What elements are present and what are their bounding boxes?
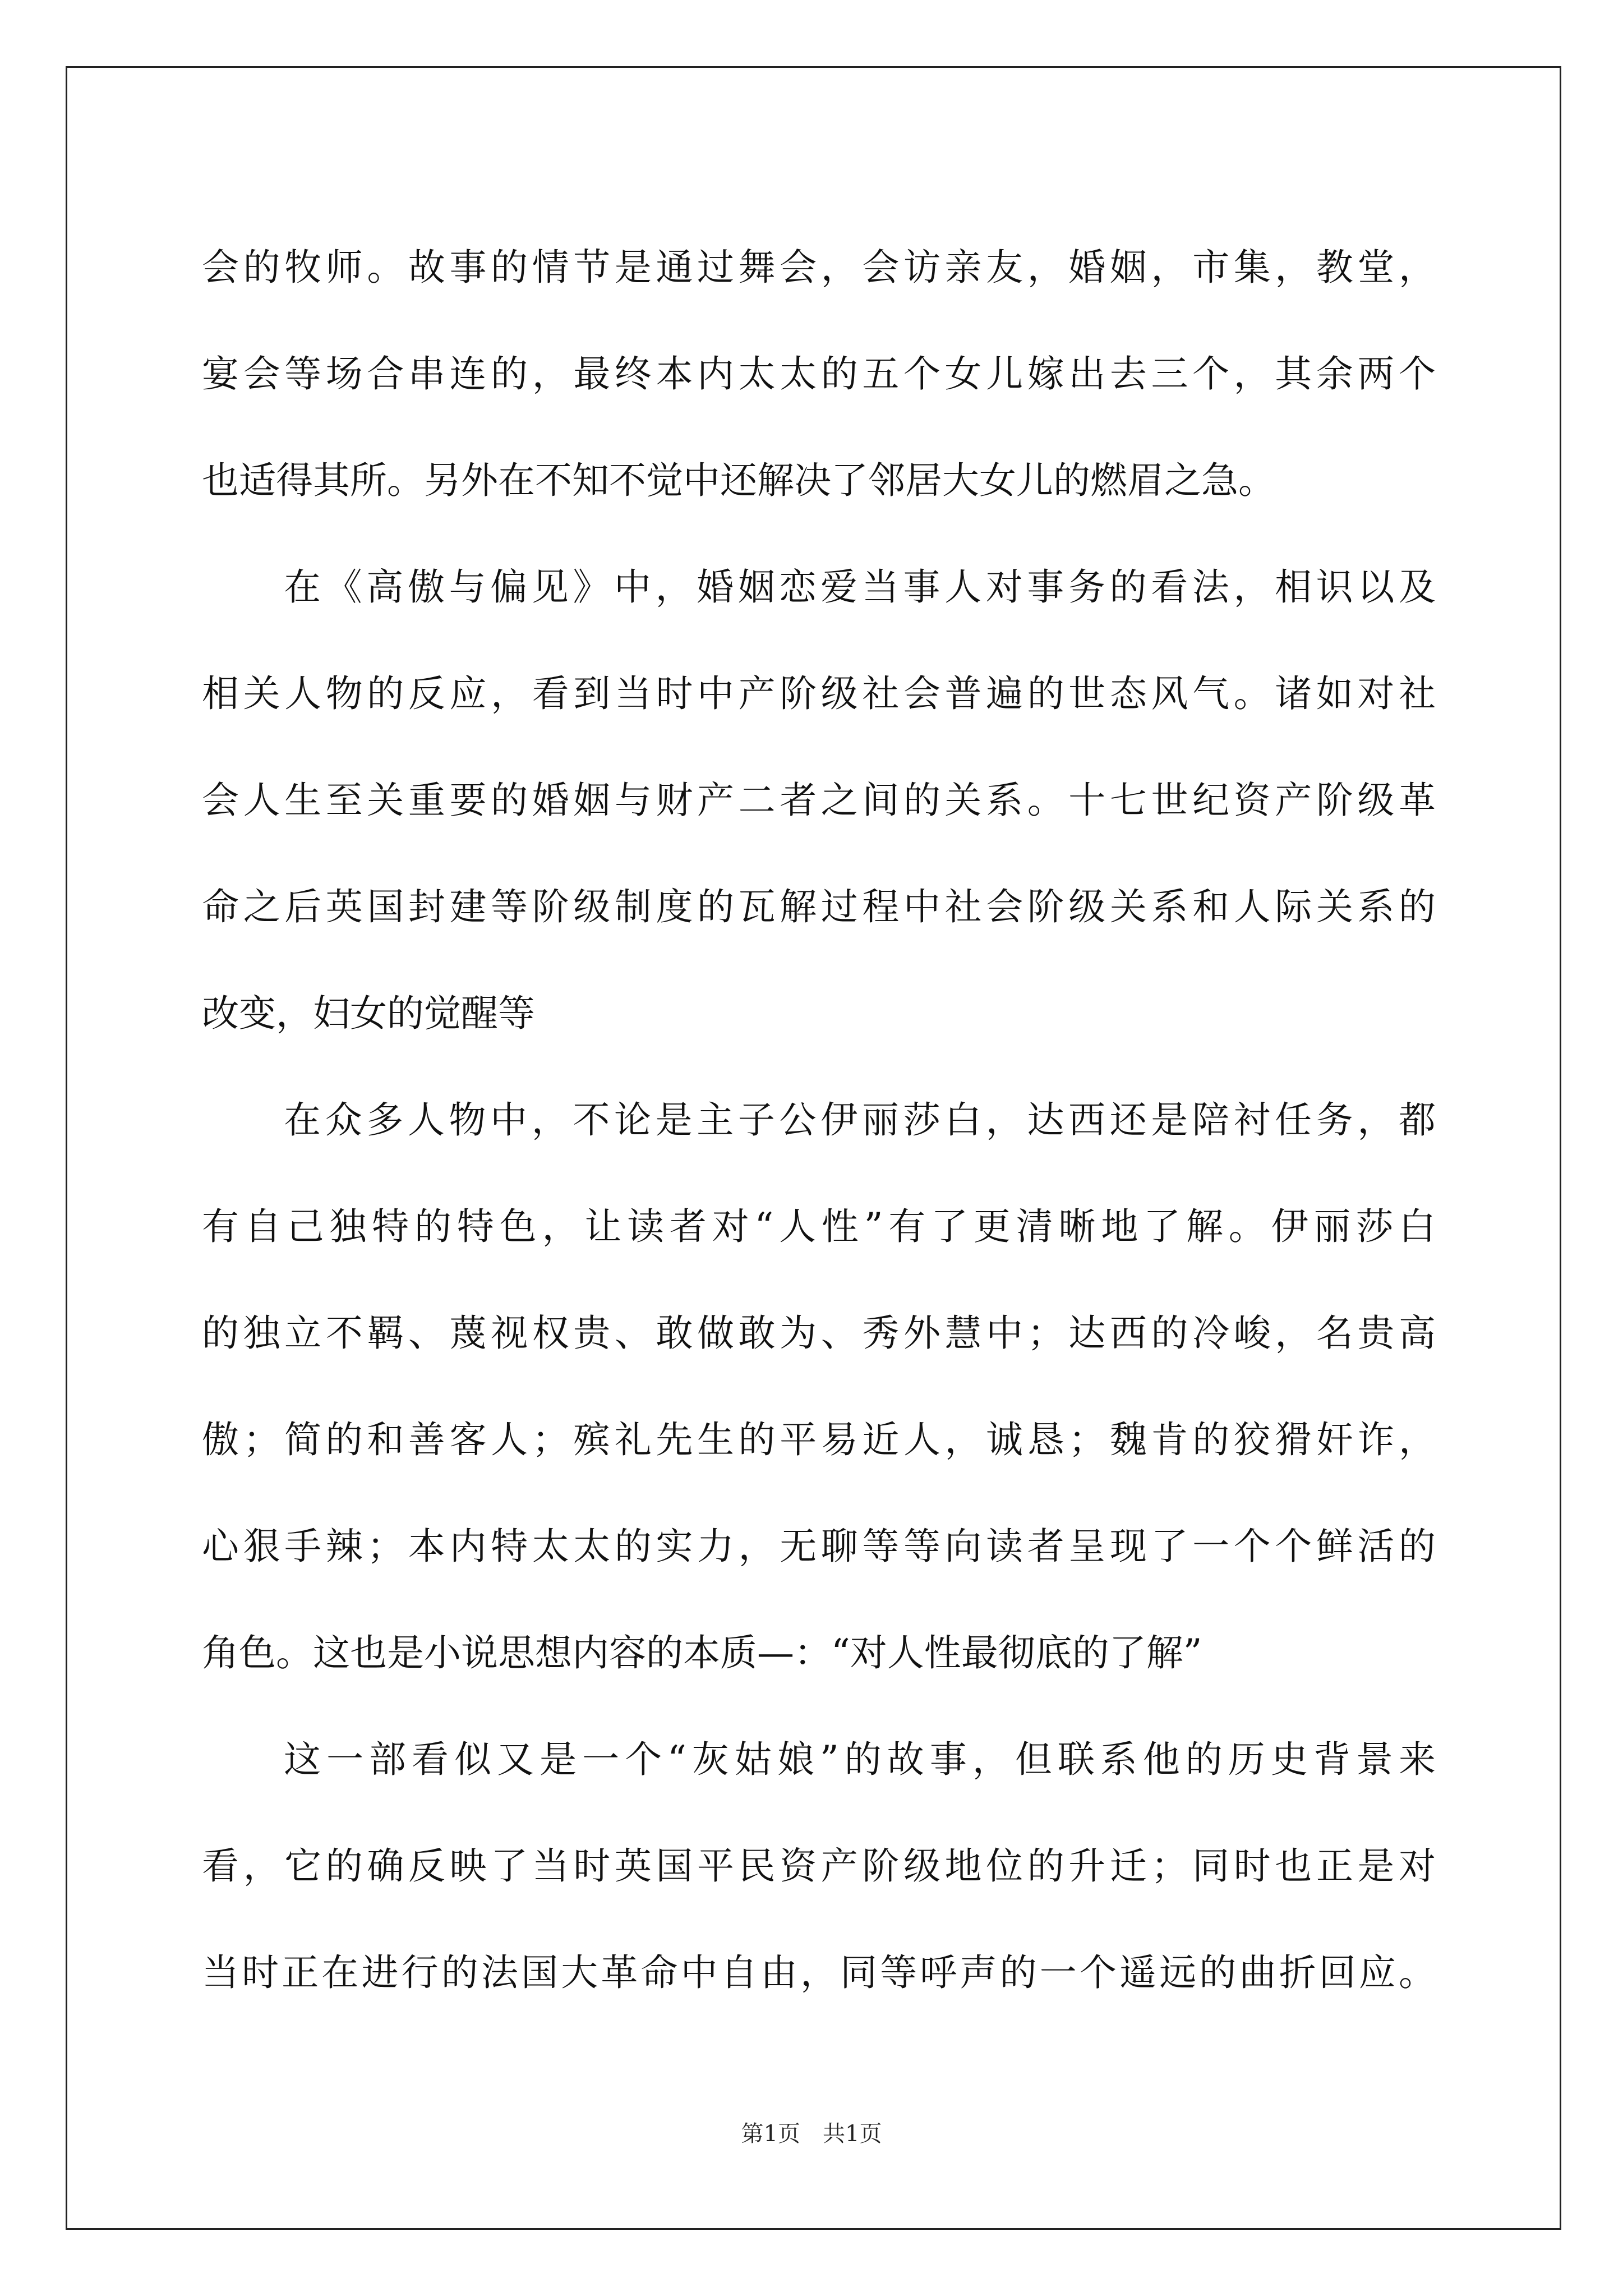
text-line: 的独立不羁、蔑视权贵、敢做敢为、秀外慧中；达西的冷峻，名贵高 xyxy=(202,1312,1436,1355)
page-footer: 第1页 共1页 xyxy=(741,2121,882,2147)
text-line: 在《高傲与偏见》中，婚姻恋爱当事人对事务的看法，相识以及 xyxy=(284,565,1436,609)
text-line: 命之后英国封建等阶级制度的瓦解过程中社会阶级关系和人际关系的 xyxy=(202,885,1436,928)
text-line: 相关人物的反应，看到当时中产阶级社会普遍的世态风气。诸如对社 xyxy=(202,672,1436,715)
text-line: 心狠手辣；本内特太太的实力，无聊等等向读者呈现了一个个鲜活的 xyxy=(202,1525,1436,1568)
text-line: 这一部看似又是一个“灰姑娘”的故事，但联系他的历史背景来 xyxy=(284,1738,1436,1781)
text-line: 也适得其所。另外在不知不觉中还解决了邻居大女儿的燃眉之急。 xyxy=(202,459,1275,502)
text-line: 宴会等场合串连的，最终本内太太的五个女儿嫁出去三个，其余两个 xyxy=(202,352,1436,395)
text-line: 角色。这也是小说思想内容的本质—：“对人性最彻底的了解” xyxy=(202,1631,1202,1674)
text-line: 改变，妇女的觉醒等 xyxy=(202,992,535,1035)
text-line: 有自己独特的特色，让读者对“人性”有了更清晰地了解。伊丽莎白 xyxy=(202,1205,1436,1248)
text-line: 傲；简的和善客人；殡礼先生的平易近人，诚恳；魏肯的狡猾奸诈， xyxy=(202,1418,1436,1461)
text-line: 在众多人物中，不论是主子公伊丽莎白，达西还是陪衬任务，都 xyxy=(284,1098,1436,1142)
text-line: 当时正在进行的法国大革命中自由，同等呼声的一个遥远的曲折回应。 xyxy=(202,1951,1436,1994)
text-line: 会人生至关重要的婚姻与财产二者之间的关系。十七世纪资产阶级革 xyxy=(202,779,1436,822)
text-line: 会的牧师。故事的情节是通过舞会，会访亲友，婚姻，市集，教堂， xyxy=(202,246,1436,289)
text-line: 看，它的确反映了当时英国平民资产阶级地位的升迁；同时也正是对 xyxy=(202,1844,1436,1888)
document-body xyxy=(202,214,1436,2026)
